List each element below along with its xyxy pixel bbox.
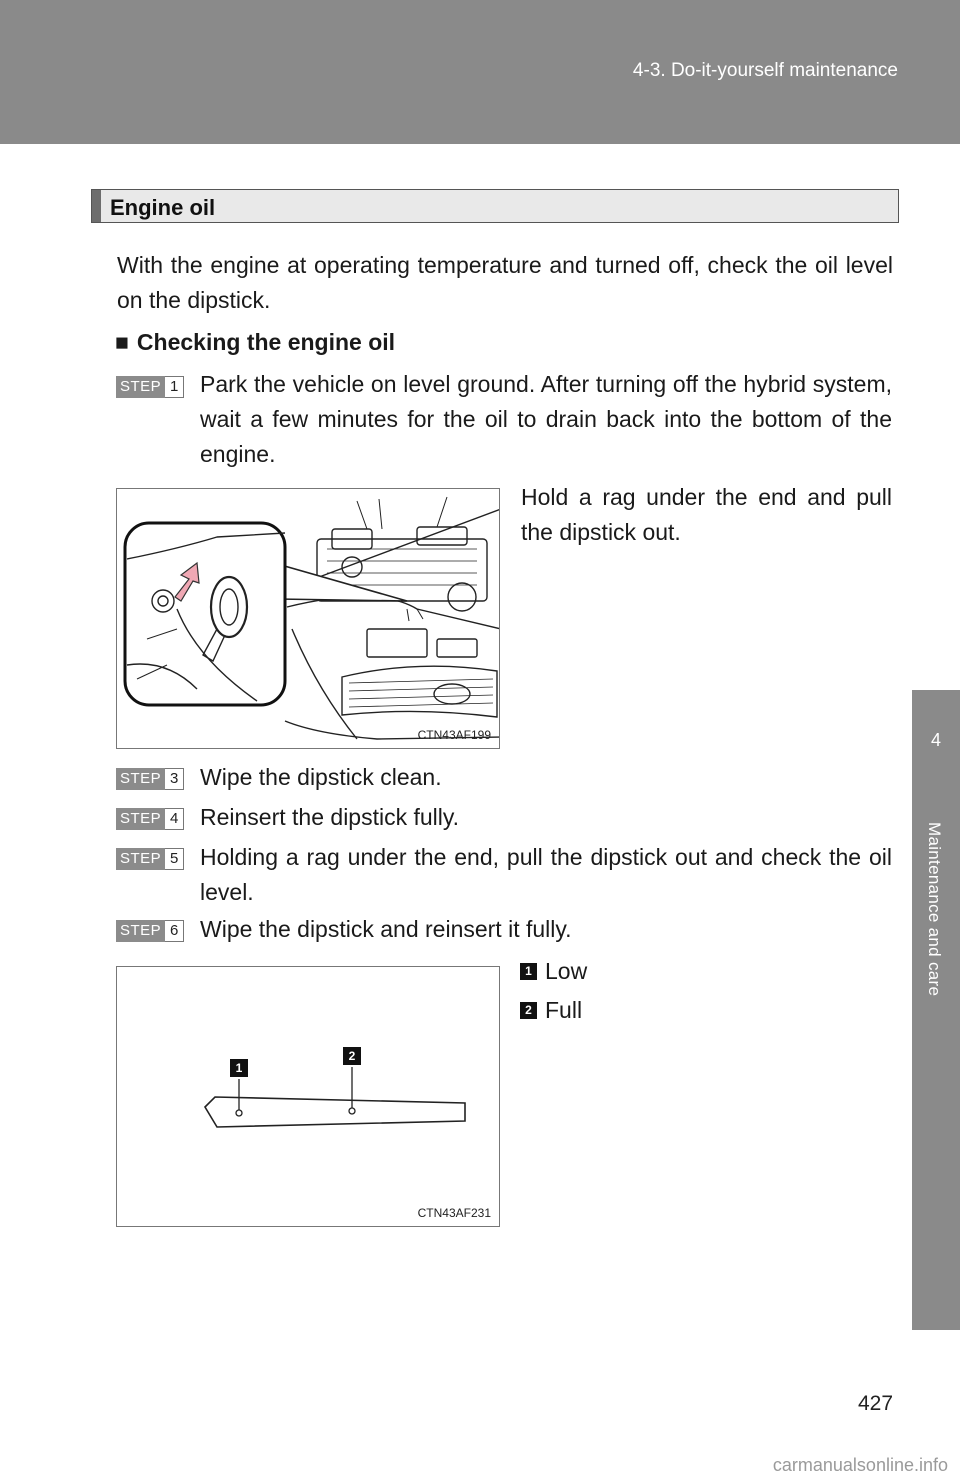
step-number: 3 (165, 768, 184, 790)
step-number: 6 (165, 920, 184, 942)
page-number: 427 (858, 1392, 894, 1415)
page-header (0, 0, 960, 144)
step-word: STEP (116, 920, 165, 942)
dipstick-figure-code: CTN43AF231 (417, 1206, 491, 1220)
step-2-text: Hold a rag under the end and pull the dipstick out. (521, 484, 892, 545)
step-5-text: Holding a rag under the end, pull the dipstick out and check the oil level. (200, 844, 892, 905)
step-6-label (116, 920, 184, 942)
step-1-label (116, 376, 184, 398)
step-1-text: Park the vehicle on level ground. After turning off the hybrid system, wait a few minutes for the oil to drain back into the bottom of the engine. (200, 371, 892, 467)
engine-figure-code: CTN43AF199 (417, 728, 491, 742)
dipstick-illustration (117, 967, 500, 1227)
legend-number: 2 (520, 1002, 537, 1019)
legend-item-full (520, 997, 582, 1024)
chapter-number: 4 (930, 730, 941, 750)
full-marker-label: 2 (348, 1049, 356, 1063)
intro-paragraph: With the engine at operating temperature and turned off, check the oil level on the dipstick. (117, 252, 893, 313)
subheading-bullet: ■ (115, 329, 129, 355)
step-4-text: Reinsert the dipstick fully. (200, 804, 460, 830)
legend-label: Low (545, 958, 588, 984)
step-word: STEP (116, 808, 165, 830)
dipstick-figure (116, 966, 500, 1227)
step-3-label (116, 768, 184, 790)
section-title: Engine oil (110, 195, 216, 220)
legend-label: Full (545, 997, 583, 1023)
engine-figure (116, 488, 500, 749)
step-6-text: Wipe the dipstick and reinsert it fully. (200, 916, 572, 942)
legend-item-low (520, 958, 587, 985)
step-5-label (116, 848, 184, 870)
step-word: STEP (116, 376, 165, 398)
engine-illustration (117, 489, 500, 749)
step-word: STEP (116, 768, 165, 790)
section-path: 4-3. Do-it-yourself maintenance (632, 60, 898, 81)
chapter-side-tab (912, 690, 960, 1330)
step-3-text: Wipe the dipstick clean. (200, 764, 442, 790)
title-marker (92, 190, 101, 222)
subheading-text: Checking the engine oil (136, 329, 396, 355)
legend-number: 1 (520, 963, 537, 980)
step-number: 1 (165, 376, 184, 398)
low-marker-label: 1 (235, 1061, 243, 1075)
subheading (115, 329, 395, 356)
step-4-label (116, 808, 184, 830)
chapter-label: Maintenance and care (925, 822, 944, 997)
step-number: 4 (165, 808, 184, 830)
section-title-bar (91, 189, 899, 223)
step-word: STEP (116, 848, 165, 870)
step-number: 5 (165, 848, 184, 870)
watermark: carmanualsonline.info (772, 1455, 948, 1475)
